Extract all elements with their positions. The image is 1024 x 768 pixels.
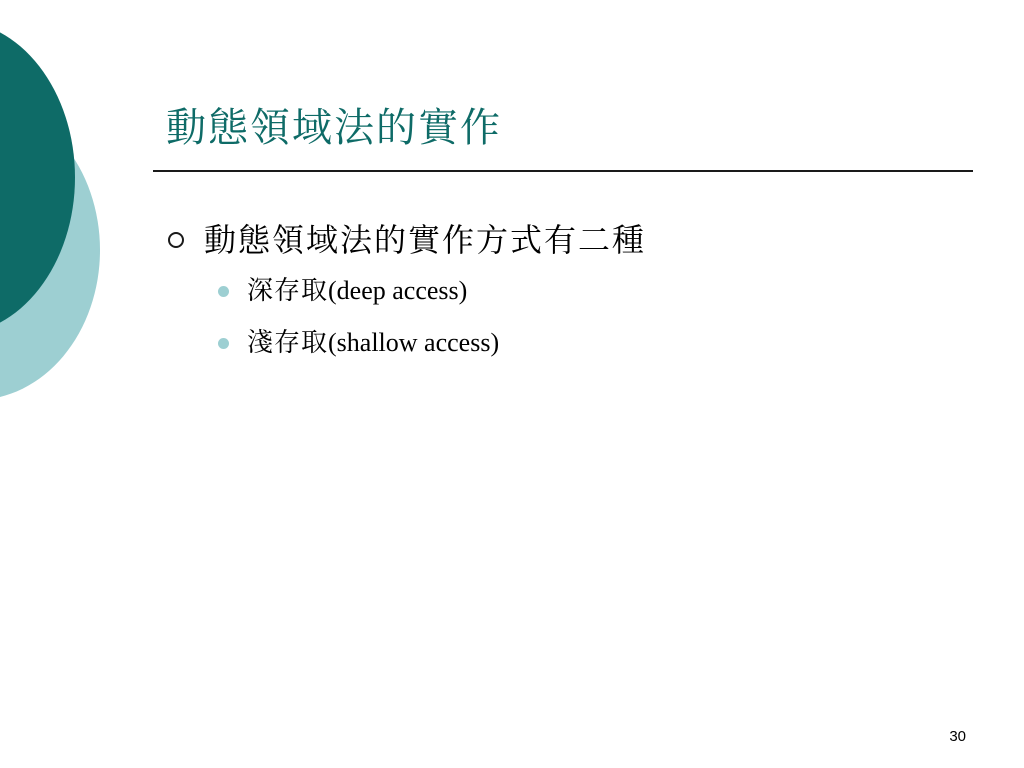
- sub-bullet-text: [247, 325, 499, 361]
- page-number: 30: [949, 728, 966, 745]
- sub-bullet-latin: (shallow access): [328, 328, 500, 357]
- sub-bullet-item: [218, 325, 499, 361]
- sub-bullet-latin: (deep access): [328, 276, 468, 305]
- sub-bullet-cjk: 淺存取: [247, 328, 329, 358]
- sub-bullet-cjk: 深存取: [247, 276, 329, 306]
- sub-bullet-item: [218, 273, 467, 309]
- ring-bullet-icon: [168, 232, 184, 248]
- slide-title: 動態領域法的實作: [166, 105, 502, 151]
- bullet-text: 動態領域法的實作方式有二種: [204, 221, 647, 259]
- title-divider: [153, 170, 973, 172]
- sub-bullet-text: [247, 273, 467, 309]
- dot-bullet-icon: [218, 286, 229, 297]
- bullet-item: [168, 218, 646, 262]
- dot-bullet-icon: [218, 338, 229, 349]
